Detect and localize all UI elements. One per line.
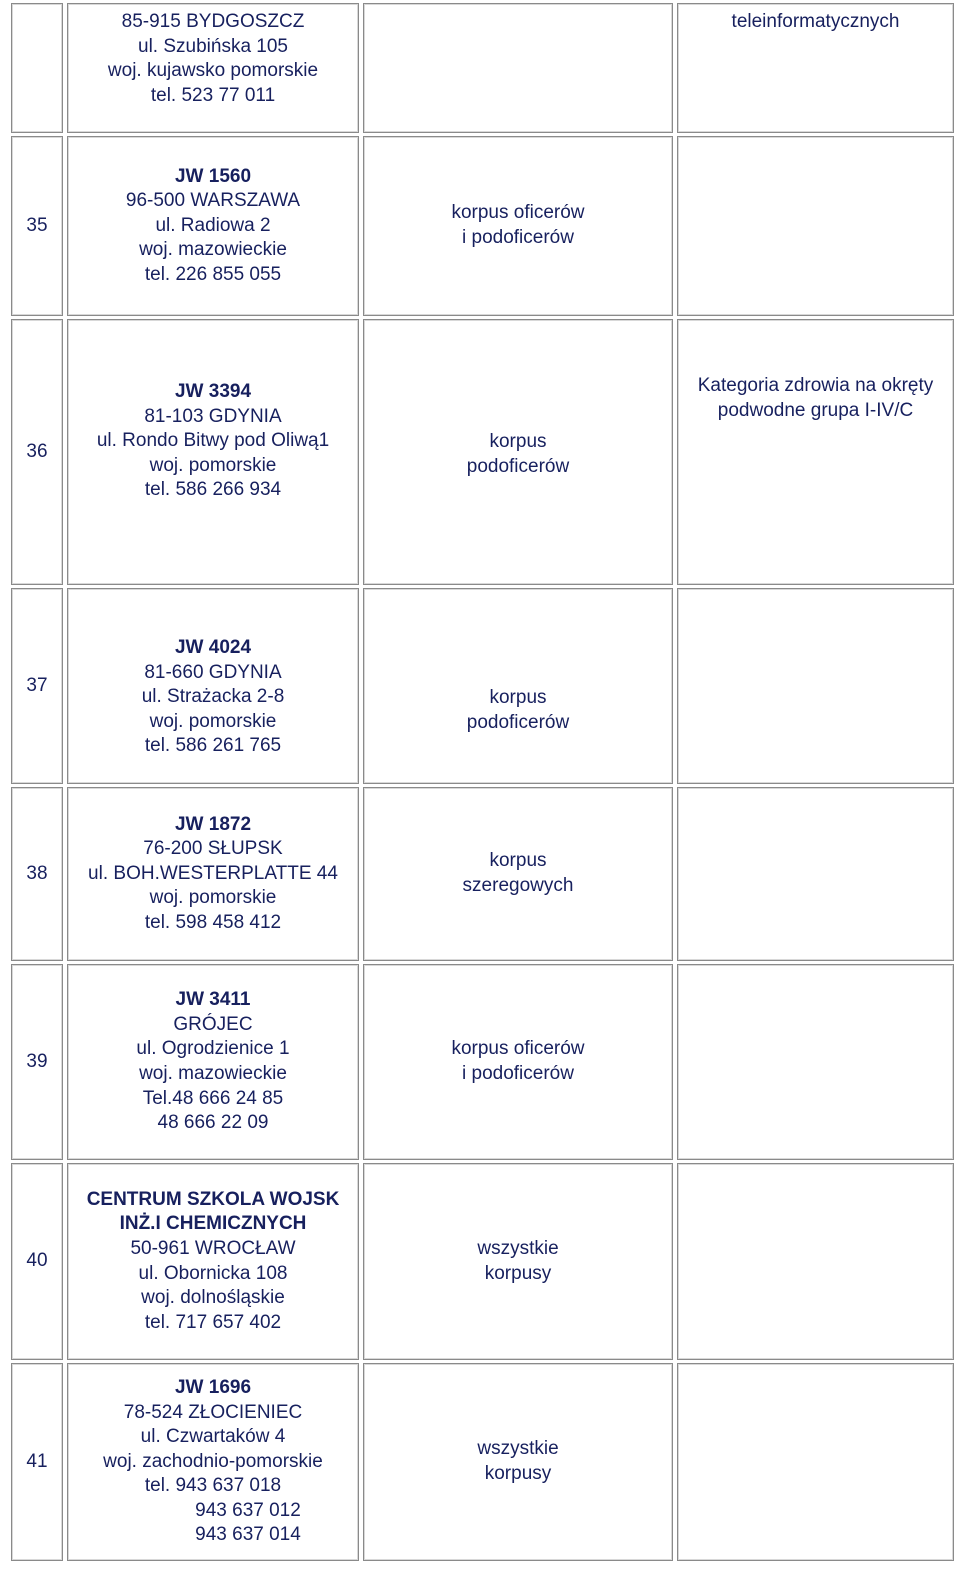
unit-address-line: woj. kujawsko pomorskie xyxy=(107,60,319,82)
requirements-cell xyxy=(677,1363,954,1561)
requirements-line: Kategoria zdrowia na okręty xyxy=(697,375,934,396)
unit-address-cell xyxy=(67,787,359,961)
corps-cell xyxy=(363,964,673,1160)
unit-address-line: woj. mazowieckie xyxy=(139,239,287,261)
unit-name: JW 1696 xyxy=(174,1376,252,1398)
table-row xyxy=(6,319,956,585)
unit-name: JW 3411 xyxy=(175,989,251,1011)
requirements-cell xyxy=(677,3,954,133)
corps-line: i podoficerów xyxy=(462,1063,574,1084)
unit-address-cell xyxy=(67,1163,359,1360)
unit-address-line: ul. Ogrodzienice 1 xyxy=(136,1038,290,1060)
corps-line: podoficerów xyxy=(466,711,570,733)
row-number: 35 xyxy=(26,214,48,236)
table-row xyxy=(6,136,956,316)
row-number: 38 xyxy=(26,862,48,884)
unit-address-line: GRÓJEC xyxy=(173,1013,253,1035)
corps-line: i podoficerów xyxy=(462,227,574,248)
unit-address-line: woj. dolnośląskie xyxy=(141,1287,285,1309)
unit-address-cell xyxy=(67,1363,359,1561)
unit-address-line: tel. 598 458 412 xyxy=(144,911,282,933)
row-number-cell xyxy=(11,136,63,316)
unit-name-line: INŻ.I CHEMICZNYCH xyxy=(119,1213,307,1235)
unit-address-line: woj. pomorskie xyxy=(149,887,277,909)
corps-cell xyxy=(363,787,673,961)
table-row xyxy=(6,964,956,1160)
unit-address-line: woj. mazowieckie xyxy=(139,1063,287,1084)
table-row xyxy=(6,588,956,784)
requirements-cell xyxy=(677,136,954,316)
unit-address-line: tel. 523 77 011 xyxy=(150,84,276,106)
corps-cell xyxy=(363,1163,673,1360)
unit-address-cell xyxy=(67,319,359,585)
requirements-cell xyxy=(677,588,954,784)
unit-address-line: 81-660 GDYNIA xyxy=(144,661,282,683)
corps-line: korpus oficerów xyxy=(451,202,585,224)
row-number: 41 xyxy=(26,1450,48,1472)
requirements-line: podwodne grupa I-IV/C xyxy=(717,399,914,421)
corps-line: podoficerów xyxy=(466,455,570,477)
unit-address-line: ul. Szubińska 105 xyxy=(138,35,288,57)
unit-address-line: tel. 586 261 765 xyxy=(144,735,282,757)
row-number-cell xyxy=(11,3,63,133)
requirements-cell xyxy=(677,1163,954,1360)
unit-name: JW 3394 xyxy=(174,381,252,402)
unit-address-line: 78-524 ZŁOCIENIEC xyxy=(123,1401,303,1423)
requirements-cell xyxy=(677,787,954,961)
corps-cell xyxy=(363,588,673,784)
unit-address-line: 76-200 SŁUPSK xyxy=(143,838,283,860)
unit-address-cell xyxy=(67,964,359,1160)
row-number-cell xyxy=(11,588,63,784)
unit-address-line: Tel.48 666 24 85 xyxy=(142,1087,284,1109)
row-number: 36 xyxy=(26,440,48,462)
corps-cell xyxy=(363,1363,673,1561)
row-number: 37 xyxy=(26,674,48,696)
corps-line: wszystkie xyxy=(477,1438,559,1460)
unit-address-line: 48 666 22 09 xyxy=(157,1112,269,1134)
unit-address-line: woj. zachodnio-pomorskie xyxy=(103,1450,323,1472)
unit-name-line: CENTRUM SZKOLA WOJSK xyxy=(86,1188,340,1210)
unit-name: JW 1560 xyxy=(174,165,252,187)
corps-line: korpus xyxy=(489,431,547,452)
unit-address-line: ul. Rondo Bitwy pod Oliwą1 xyxy=(96,430,330,452)
unit-phone-line: 943 637 014 xyxy=(195,1524,301,1546)
unit-address-line: ul. Strażacka 2-8 xyxy=(141,686,285,708)
unit-address-line: 50-961 WROCŁAW xyxy=(130,1237,296,1259)
unit-address-line: tel. 943 637 018 xyxy=(144,1475,282,1497)
table-row xyxy=(6,1363,956,1561)
unit-address-line: ul. Radiowa 2 xyxy=(155,214,271,236)
unit-phone-line: 943 637 012 xyxy=(195,1499,301,1521)
requirements-cell xyxy=(677,964,954,1160)
unit-address-line: ul. BOH.WESTERPLATTE 44 xyxy=(88,862,338,884)
corps-line: korpusy xyxy=(484,1463,552,1484)
table-row xyxy=(6,787,956,961)
unit-address-line: 81-103 GDYNIA xyxy=(144,405,282,427)
row-number: 39 xyxy=(26,1050,48,1072)
corps-line: korpus oficerów xyxy=(451,1038,585,1060)
unit-address-line: tel. 717 657 402 xyxy=(144,1311,282,1333)
requirements-cell xyxy=(677,319,954,585)
unit-address-line: woj. pomorskie xyxy=(149,710,277,732)
unit-address-line: 96-500 WARSZAWA xyxy=(125,190,301,212)
table-row xyxy=(6,1163,956,1360)
unit-address-line: ul. Czwartaków 4 xyxy=(140,1426,286,1448)
corps-line: szeregowych xyxy=(462,875,574,896)
unit-address-line: ul. Obornicka 108 xyxy=(138,1262,288,1284)
corps-line: korpus xyxy=(489,687,547,708)
unit-name: JW 1872 xyxy=(174,813,252,835)
unit-address-cell xyxy=(67,3,359,133)
row-number-cell xyxy=(11,787,63,961)
unit-address-line: 85-915 BYDGOSZCZ xyxy=(121,11,305,32)
unit-address-line: tel. 586 266 934 xyxy=(144,479,282,501)
table-row xyxy=(6,3,956,133)
corps-line: korpus xyxy=(489,850,547,872)
unit-address-line: tel. 226 855 055 xyxy=(144,263,282,285)
row-number-cell xyxy=(11,319,63,585)
corps-line: wszystkie xyxy=(477,1237,559,1259)
corps-line: korpusy xyxy=(484,1262,552,1284)
corps-cell xyxy=(363,3,673,133)
row-number-cell xyxy=(11,964,63,1160)
row-number-cell xyxy=(11,1163,63,1360)
requirements-text: teleinformatycznych xyxy=(731,11,900,32)
row-number-cell xyxy=(11,1363,63,1561)
corps-cell xyxy=(363,319,673,585)
unit-address-cell xyxy=(67,136,359,316)
row-number: 40 xyxy=(26,1250,48,1272)
unit-address-cell xyxy=(67,588,359,784)
unit-address-line: woj. pomorskie xyxy=(149,454,277,476)
unit-name: JW 4024 xyxy=(174,637,252,658)
corps-cell xyxy=(363,136,673,316)
